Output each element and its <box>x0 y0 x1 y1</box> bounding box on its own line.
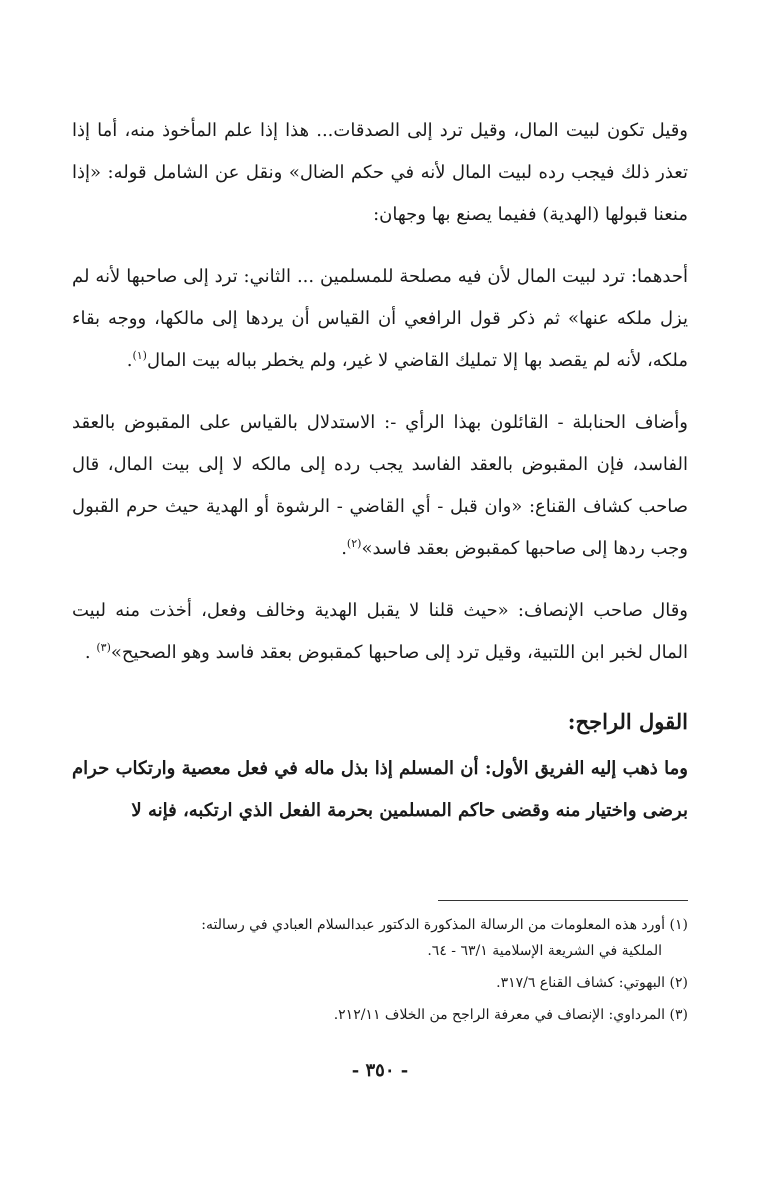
paragraph-line: المال، قال صاحب كشاف القناع: «وان قبل - أي القاضي - الرشوة أو الهدية <box>72 454 688 517</box>
paragraph-line: وقيل تكون لبيت المال، وقيل ترد إلى الصدقات... هذا إذا علم المأخوذ منه، <box>124 120 688 141</box>
paragraph-line: الصحيح» <box>110 642 177 663</box>
paragraph-line: بالعقد الفاسد، فإن المقبوض بالعقد الفاسد يجب رده إلى مالكه لا إلى بيت <box>72 412 688 475</box>
footnote-text: أورد هذه المعلومات من الرسالة المذكورة الدكتور عبدالسلام العبادي في رسالته: <box>201 917 666 933</box>
paragraph-line: يخطر بباله بيت المال <box>146 350 305 371</box>
footnote-text: المرداوي: الإنصاف في معرفة الراجح من الخلاف ٢١٢/١١. <box>333 1007 666 1023</box>
paragraph-line: أحدهما: ترد لبيت المال لأن فيه مصلحة للمسلمين ... الثاني: ترد إلى <box>183 266 688 287</box>
paragraph-line: منه لبيت المال لخبر ابن اللتبية، وقيل ترد إلى صاحبها كمقبوض بعقد فاسد وهو <box>72 600 688 663</box>
paragraph-line: قوله: «إذا منعنا قبولها (الهدية) ففيما يصنع بها وجهان: <box>72 162 688 225</box>
footnote-ref[interactable]: (٣) <box>96 641 111 654</box>
footnote-ref[interactable]: (١) <box>132 349 147 362</box>
footnote-ref[interactable]: (٢) <box>346 537 362 550</box>
paragraph-line: حيث حرم القبول وجب ردها إلى صاحبها كمقبوض بعقد فاسد» <box>72 496 688 559</box>
paragraph-line: حرام برضى واختيار منه وقضى حاكم المسلمين بحرمة الفعل الذي ارتكبه، فإنه لا <box>72 758 688 821</box>
paragraph-1 <box>72 110 688 236</box>
paragraph-line: أما إذا تعذر ذلك فيجب رده لبيت المال لأنه في حكم الضال» ونقل عن الشامل <box>72 120 688 183</box>
paragraph-4: وقال صاحب الإنصاف: «حيث قلنا لا يقبل الهدية وخالف وفعل، أخذت منه لبيت المال لخبر ابن اللتبية، وقيل ترد إلى صاحبها كمقبوض بعقد فاسد وهو الصحيح»$^{(٣)}$ . <box>72 600 688 663</box>
footnotes <box>72 912 688 1034</box>
paragraph-line: وقال صاحب الإنصاف: «حيث قلنا لا يقبل الهدية وخالف وفعل، أخذت <box>149 600 688 621</box>
footnote-text-continued: الملكية في الشريعة الإسلامية ٦٣/١ - ٦٤. <box>427 943 662 959</box>
paragraph-line: مالكها، ووجه بقاء ملكه، لأنه لم يقصد بها إلا تمليك القاضي لا غير، ولم <box>72 308 688 371</box>
footnote-number: (٢) <box>669 975 688 991</box>
paragraph-line: وأضاف الحنابلة - القائلون بهذا الرأي -: الاستدلال بالقياس على المقبوض <box>124 412 688 433</box>
final-paragraph <box>72 748 688 832</box>
paragraph-line: صاحبها لأنه لم يزل ملكه عنها» ثم ذكر قول الرافعي أن القياس أن يردها إلى <box>72 266 688 329</box>
main-text <box>72 110 688 852</box>
footnote-number: (٣) <box>669 1007 688 1023</box>
footnote-number: (١) <box>669 917 688 933</box>
paragraph-line: وما ذهب إليه الفريق الأول: أن المسلم إذا بذل ماله في فعل معصية وارتكاب <box>115 758 688 779</box>
section-heading: القول الراجح: <box>567 709 688 734</box>
footnote-text: البهوتي: كشاف القناع ٣١٧/٦. <box>496 975 666 991</box>
paragraph-2: أحدهما: ترد لبيت المال لأن فيه مصلحة للمسلمين ... الثاني: ترد إلى صاحبها لأنه لم يزل ملكه عنها» ثم ذكر قول الرافعي أن القياس أن يردها إلى مالكها، ووجه بقاء ملكه، لأنه لم يقصد بها إلا تمليك القاضي لا غير، ولم يخطر بباله بيت المال$^{(١)}$. <box>72 266 688 371</box>
page-number: - ٣٥٠ - <box>351 1060 409 1081</box>
footnote-3 <box>72 1002 688 1028</box>
paragraph-3: وأضاف الحنابلة - القائلون بهذا الرأي -: الاستدلال بالقياس على المقبوض بالعقد الفاسد، فإن المقبوض بالعقد الفاسد يجب رده إلى مالكه لا إلى بيت المال، قال صاحب كشاف القناع: «وان قبل - أي القاضي - الرشوة أو الهدية حيث حرم القبول وجب ردها إلى صاحبها كمقبوض بعقد فاسد»$^{(٢)}$. <box>72 412 688 559</box>
footnote-2 <box>72 970 688 996</box>
footnote-divider <box>438 900 688 901</box>
footnote-1 <box>72 912 688 964</box>
